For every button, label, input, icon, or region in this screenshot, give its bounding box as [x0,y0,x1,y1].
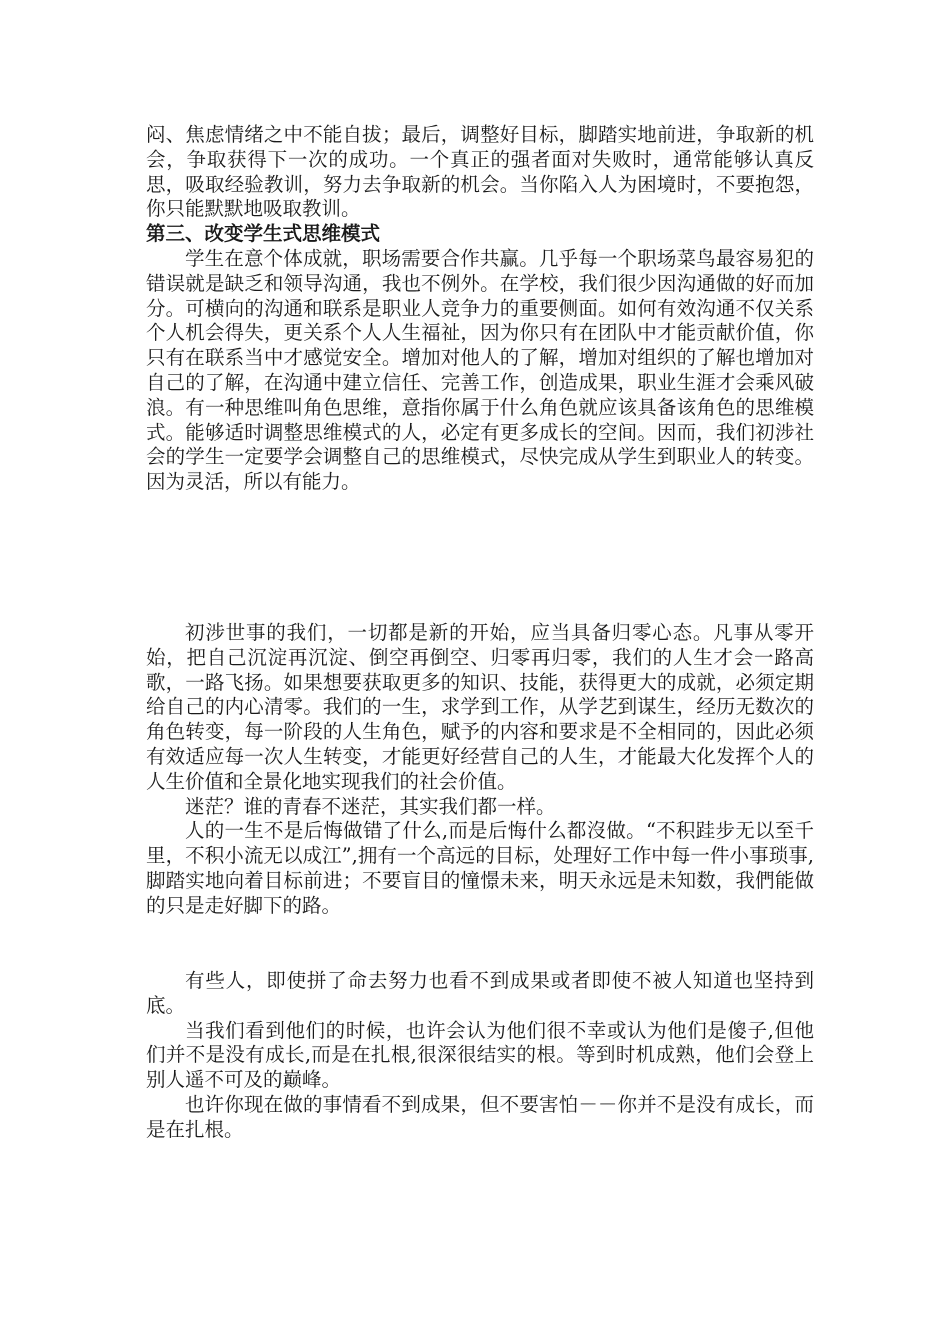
body-paragraph: 初涉世事的我们，一切都是新的开始，应当具备归零心态。凡事从零开始，把自己沉淀再沉淀、倒空再倒空、归零再归零，我们的人生才会一路高歌，一路飞扬。如果想要获取更多的知识、技能，获得更大的成就，必须定期给自己的内心清零。我们的一生，求学到工作，从学艺到谋生，经历无数次的角色转变，每一阶段的人生角色，赋予的内容和要求是不全相同的，因此必须有效适应每一次人生转变，才能更好经营自己的人生，才能最大化发挥个人的人生价值和全景化地实现我们的社会价值。 [146,621,814,793]
body-paragraph: 有些人，即使拼了命去努力也看不到成果或者即使不被人知道也坚持到底。 [146,969,814,1017]
body-paragraph: 迷茫？谁的青春不迷茫，其实我们都一样。 [185,794,556,818]
body-paragraph: 学生在意个体成就，职场需要合作共赢。几乎每一个职场菜鸟最容易犯的错误就是缺乏和领导沟通，我也不例外。在学校，我们很少因沟通做的好而加分。可横向的沟通和联系是职业人竞争力的重要侧面。如何有效沟通不仅关系个人机会得失，更关系个人人生福祉，因为你只有在团队中才能贡献价值，你只有在联系当中才感觉安全。增加对他人的了解，增加对组织的了解也增加对自己的了解，在沟通中建立信任、完善工作，创造成果，职业生涯才会乘风破浪。有一种思维叫角色思维，意指你属于什么角色就应该具备该角色的思维模式。能够适时调整思维模式的人，必定有更多成长的空间。因而，我们初涉社会的学生一定要学会调整自己的思维模式，尽快完成从学生到职业人的转变。因为灵活，所以有能力。 [146,246,814,494]
body-paragraph: 人的一生不是后悔做错了什么,而是后悔什么都沒做。“不积跬步无以至千里，不积小流无以成江”,拥有一个高远的目标，处理好工作中每一件小事琐事,脚踏实地向着目标前进；不要盲目的憧憬未来，明天永远是未知数，我們能做的只是走好脚下的路。 [146,819,814,917]
section-zero-mindset [146,621,814,919]
section-heading: 第三、改变学生式思维模式 [146,222,381,246]
continued-paragraph: 闷、焦虑情绪之中不能自拔；最后，调整好目标，脚踏实地前进，争取新的机会，争取获得下一次的成功。一个真正的强者面对失败时，通常能够认真反思，吸取经验教训，努力去争取新的机会。当你陷入人为困境时，不要抱怨，你只能默默地吸取教训。 [146,123,814,221]
body-paragraph: 当我们看到他们的时候，也许会认为他们很不幸或认为他们是傻子,但他们并不是没有成长,而是在扎根,很深很结实的根。等到时机成熟，他们会登上别人遥不可及的巅峰。 [146,1018,814,1092]
body-paragraph: 也许你现在做的事情看不到成果，但不要害怕－－你并不是没有成长，而是在扎根。 [146,1092,814,1141]
section-taking-root [146,969,814,1143]
section-thinking-mode [146,123,814,495]
